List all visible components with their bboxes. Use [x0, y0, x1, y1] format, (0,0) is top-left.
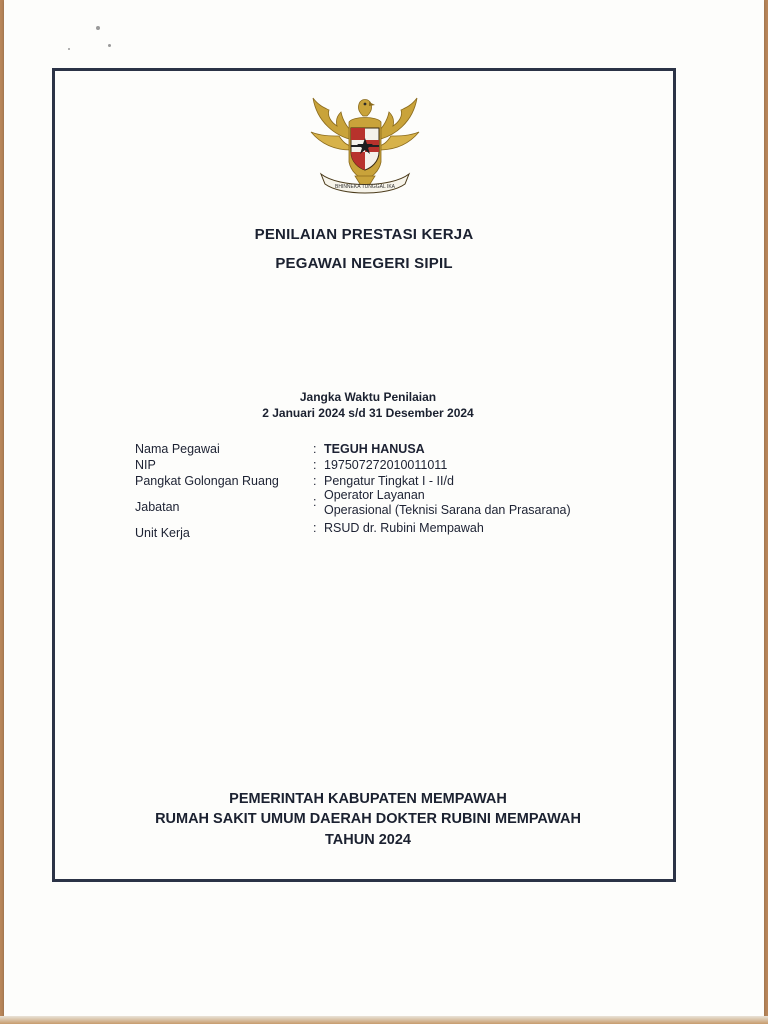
scan-speck [96, 26, 100, 30]
footer-year: TAHUN 2024 [325, 832, 411, 848]
period-value: 2 Januari 2024 s/d 31 Desember 2024 [262, 406, 474, 420]
field-value-line2: Operasional (Teknisi Sarana dan Prasarana) [324, 503, 571, 517]
field-label: Pangkat Golongan Ruang [135, 474, 279, 488]
footer-hospital: RUMAH SAKIT UMUM DAERAH DOKTER RUBINI MEMPAWAH [155, 811, 581, 827]
document-title: PENILAIAN PRESTASI KERJA [254, 226, 474, 243]
field-colon: : [313, 458, 317, 472]
field-value-line1: Operator Layanan [324, 488, 425, 502]
scan-speck [68, 48, 70, 50]
field-label: Unit Kerja [135, 526, 190, 540]
field-colon: : [313, 521, 317, 535]
field-value: 197507272010011011 [324, 458, 448, 472]
scan-speck [108, 44, 111, 47]
garuda-emblem-icon [305, 92, 425, 204]
field-colon: : [313, 495, 317, 509]
emblem-motto: BHINNEKA TUNGGAL IKA [334, 184, 396, 190]
field-label: Nama Pegawai [135, 442, 220, 456]
field-label: Jabatan [135, 500, 180, 514]
document-subtitle: PEGAWAI NEGERI SIPIL [275, 255, 453, 272]
field-value: Pengatur Tingkat I - II/d [324, 474, 454, 488]
footer-government: PEMERINTAH KABUPATEN MEMPAWAH [229, 791, 507, 807]
field-value: RSUD dr. Rubini Mempawah [324, 521, 484, 535]
field-label: NIP [135, 458, 156, 472]
field-colon: : [313, 474, 317, 488]
field-value: TEGUH HANUSA [324, 442, 425, 456]
period-label: Jangka Waktu Penilaian [299, 390, 437, 404]
desk-surface [0, 1016, 768, 1024]
field-colon: : [313, 442, 317, 456]
